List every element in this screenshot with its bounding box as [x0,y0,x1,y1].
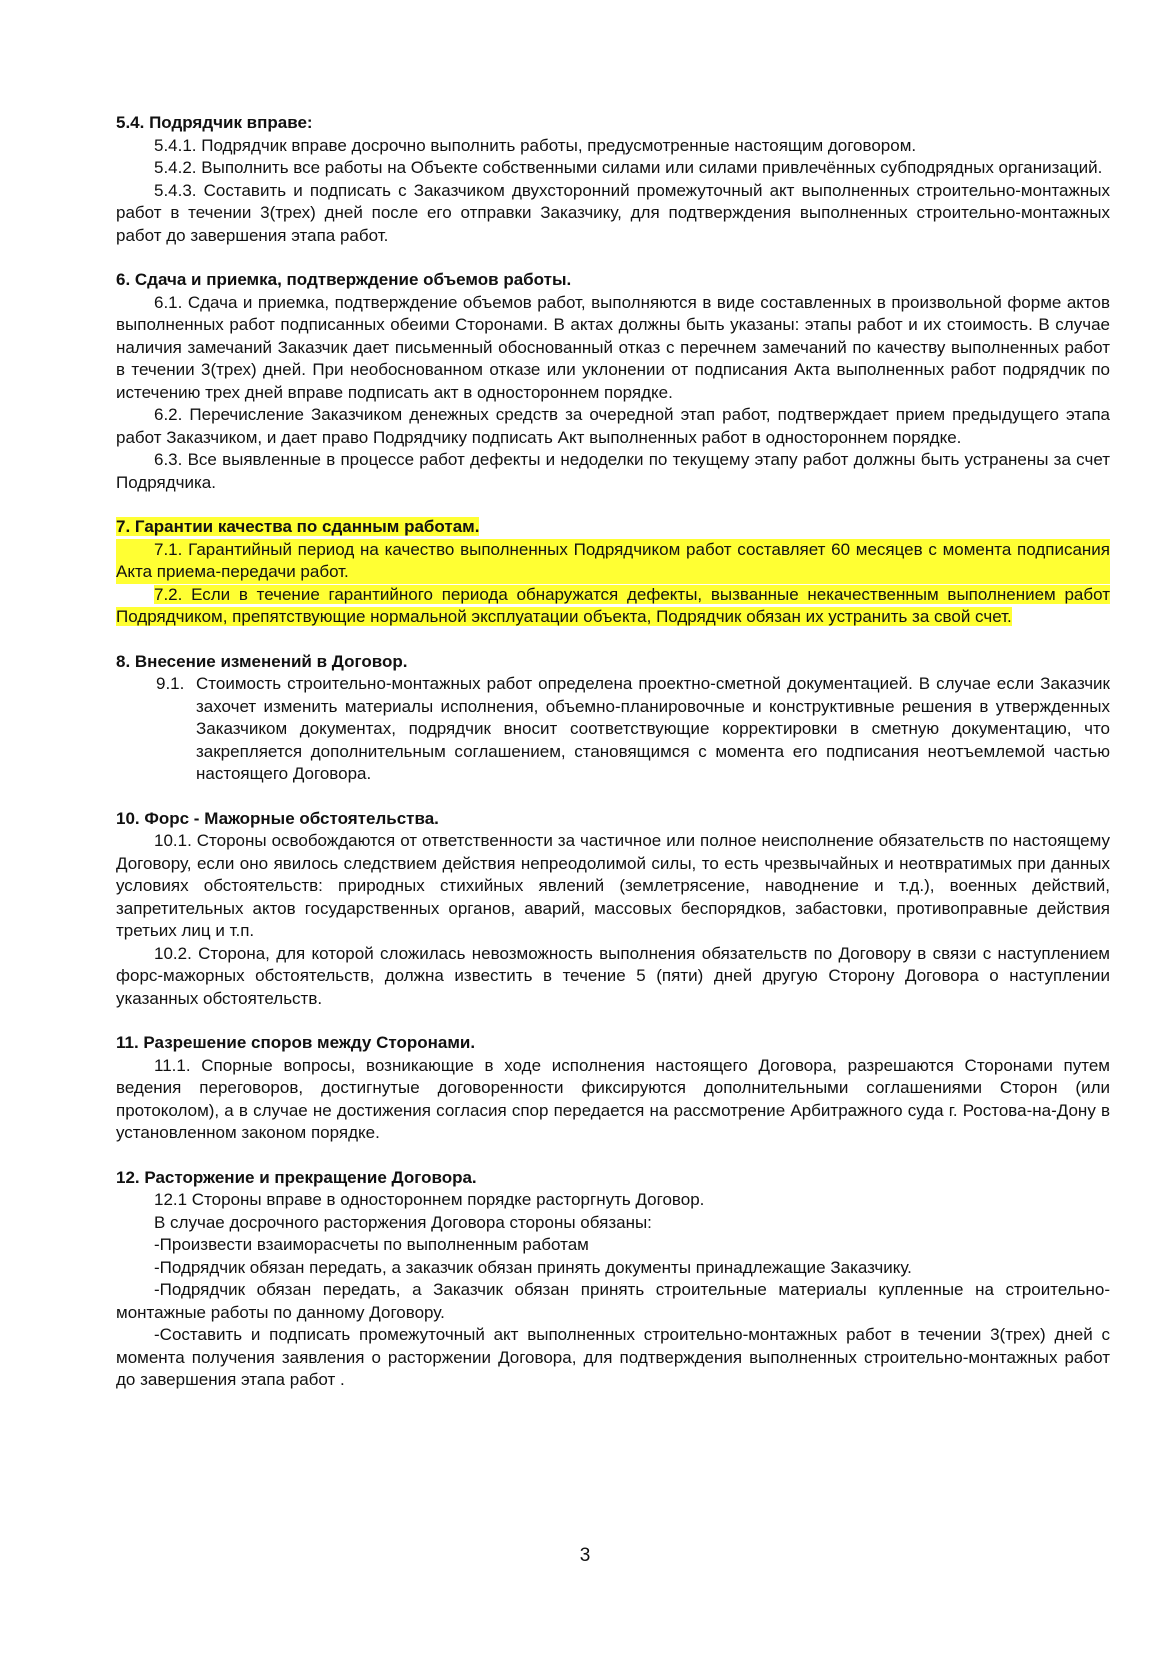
clause-7-1: 7.1. Гарантийный период на качество выполненных Подрядчиком работ составляет 60 месяцев с момента подписания Акта приема-передачи работ. [116,539,1110,584]
clause-7-2-text: 7.2. Если в течение гарантийного периода обнаружатся дефекты, вызванные некачественным выполнением работ Подрядчиком, препятствующие нормальной эксплуатации объекта, Подрядчик обязан их устранить за свой счет. [116,584,1110,626]
clause-12-item-4: -Составить и подписать промежуточный акт выполненных строительно-монтажных работ в течении 3(трех) дней с момента получения заявления о расторжении Договора, для подтверждения выполненных строительно-монтажных работ до завершения этапа работ . [116,1325,1110,1389]
clause-6-1: 6.1. Сдача и приемка, подтверждение объемов работ, выполняются в виде составленных в произвольной форме актов выполненных работ подписанных обеими Сторонами. В актах должны быть указаны: этапы работ и их стоимость. В случае наличия замечаний Заказчик дает письменный обоснованный отказ с перечнем замечаний по качеству выполненных работ в течении 3(трех) дней. При необоснованном отказе или уклонении от подписания Акта выполненных работ подрядчик по истечению трех дней вправе подписать акт в одностороннем порядке. [116,292,1110,402]
section-11 [116,1032,1110,1145]
clause-10-2: 10.2. Сторона, для которой сложилась невозможность выполнения обязательств по Договору в связи с наступлением форс-мажорных обстоятельств, должна известить в течение 5 (пяти) дней другую Сторону Договора о наступлении указанных обстоятельств. [116,943,1110,1008]
clause-12-intro: В случае досрочного расторжения Договора стороны обязаны: [154,1212,652,1232]
clause-6-2: 6.2. Перечисление Заказчиком денежных средств за очередной этап работ, подтверждает прием предыдущего этапа работ Заказчиком, и дает право Подрядчику подписать Акт выполненных работ в одностороннем порядке. [116,405,1110,447]
section-heading: 7. Гарантии качества по сданным работам. [116,517,480,536]
clause-12-item-3: -Подрядчик обязан передать, а Заказчик обязан принять строительные материалы купленные на строительно-монтажные работы по данному Договору. [116,1280,1110,1322]
clause-9-1 [156,673,1110,786]
section-heading: 6. Сдача и приемка, подтверждение объемов работы. [116,270,572,289]
clause-5-4-3: 5.4.3. Составить и подписать с Заказчиком двухсторонний промежуточный акт выполненных строительно-монтажных работ в течении 3(трех) дней после его отправки Заказчику, для подтверждения выполненных строительно-монтажных работ до завершения этапа работ. [116,180,1110,245]
page-number: 3 [579,1545,591,1566]
section-12 [116,1167,1110,1392]
clause-12-item-1: -Произвести взаиморасчеты по выполненным работам [154,1235,589,1254]
clause-12-item-2: -Подрядчик обязан передать, а заказчик обязан принять документы принадлежащие Заказчику. [154,1257,912,1277]
section-heading: 5.4. Подрядчик вправе: [116,113,313,132]
document-body [116,112,1110,1392]
section-10 [116,808,1110,1011]
clause-5-4-1: 5.4.1. Подрядчик вправе досрочно выполнить работы, предусмотренные настоящим договором. [154,135,917,155]
clause-12-1: 12.1 Стороны вправе в одностороннем порядке расторгнуть Договор. [154,1190,705,1209]
section-heading: 10. Форс - Мажорные обстоятельства. [116,808,439,828]
section-7-highlighted [116,516,1110,629]
section-heading: 12. Расторжение и прекращение Договора. [116,1167,477,1187]
clause-10-1: 10.1. Стороны освобождаются от ответственности за частичное или полное неисполнение обязательств по настоящему Договору, если оно явилось следствием действия непреодолимой силы, то есть чрезвычайных и неотвратимых при данных условиях обстоятельств: природных стихийных явлений (землетрясение, наводнение и т.д.), военных действий, запретительных актов государственных органов, аварий, массовых беспорядков, забастовки, противоправные действия третьих лиц и т.п. [116,831,1110,940]
section-6 [116,269,1110,494]
section-5-4 [116,112,1110,247]
section-heading-wrapper [116,516,1110,539]
section-heading: 8. Внесение изменений в Договор. [116,651,408,671]
clause-5-4-2: 5.4.2. Выполнить все работы на Объекте собственными силами или силами привлечённых субподрядных организаций. [154,158,1103,177]
clause-7-2 [116,584,1110,629]
section-heading: 11. Разрешение споров между Сторонами. [116,1033,476,1052]
clause-text: Стоимость строительно-монтажных работ определена проектно-сметной документацией. В случае если Заказчик захочет изменить материалы исполнения, объемно-планировочные и конструктивные решения в утвержденных Заказчиком документах, подрядчик вносит соответствующие корректировки в сметную документацию, что закрепляется дополнительным соглашением, становящимся с момента его подписания неотъемлемой частью настоящего Договора. [196,674,1110,783]
clause-6-3: 6.3. Все выявленные в процессе работ дефекты и недоделки по текущему этапу работ должны быть устранены за счет Подрядчика. [116,450,1110,492]
clause-11-1: 11.1. Спорные вопросы, возникающие в ходе исполнения настоящего Договора, разрешаются Сторонами путем ведения переговоров, достигнутые договоренности фиксируются дополнительными соглашениями Сторон (или протоколом), а в случае не достижения согласия спор передается на рассмотрение Арбитражного суда г. Ростова-на-Дону в установленном законом порядке. [116,1055,1110,1142]
section-8 [116,651,1110,786]
clause-number: 9.1. [156,674,185,693]
